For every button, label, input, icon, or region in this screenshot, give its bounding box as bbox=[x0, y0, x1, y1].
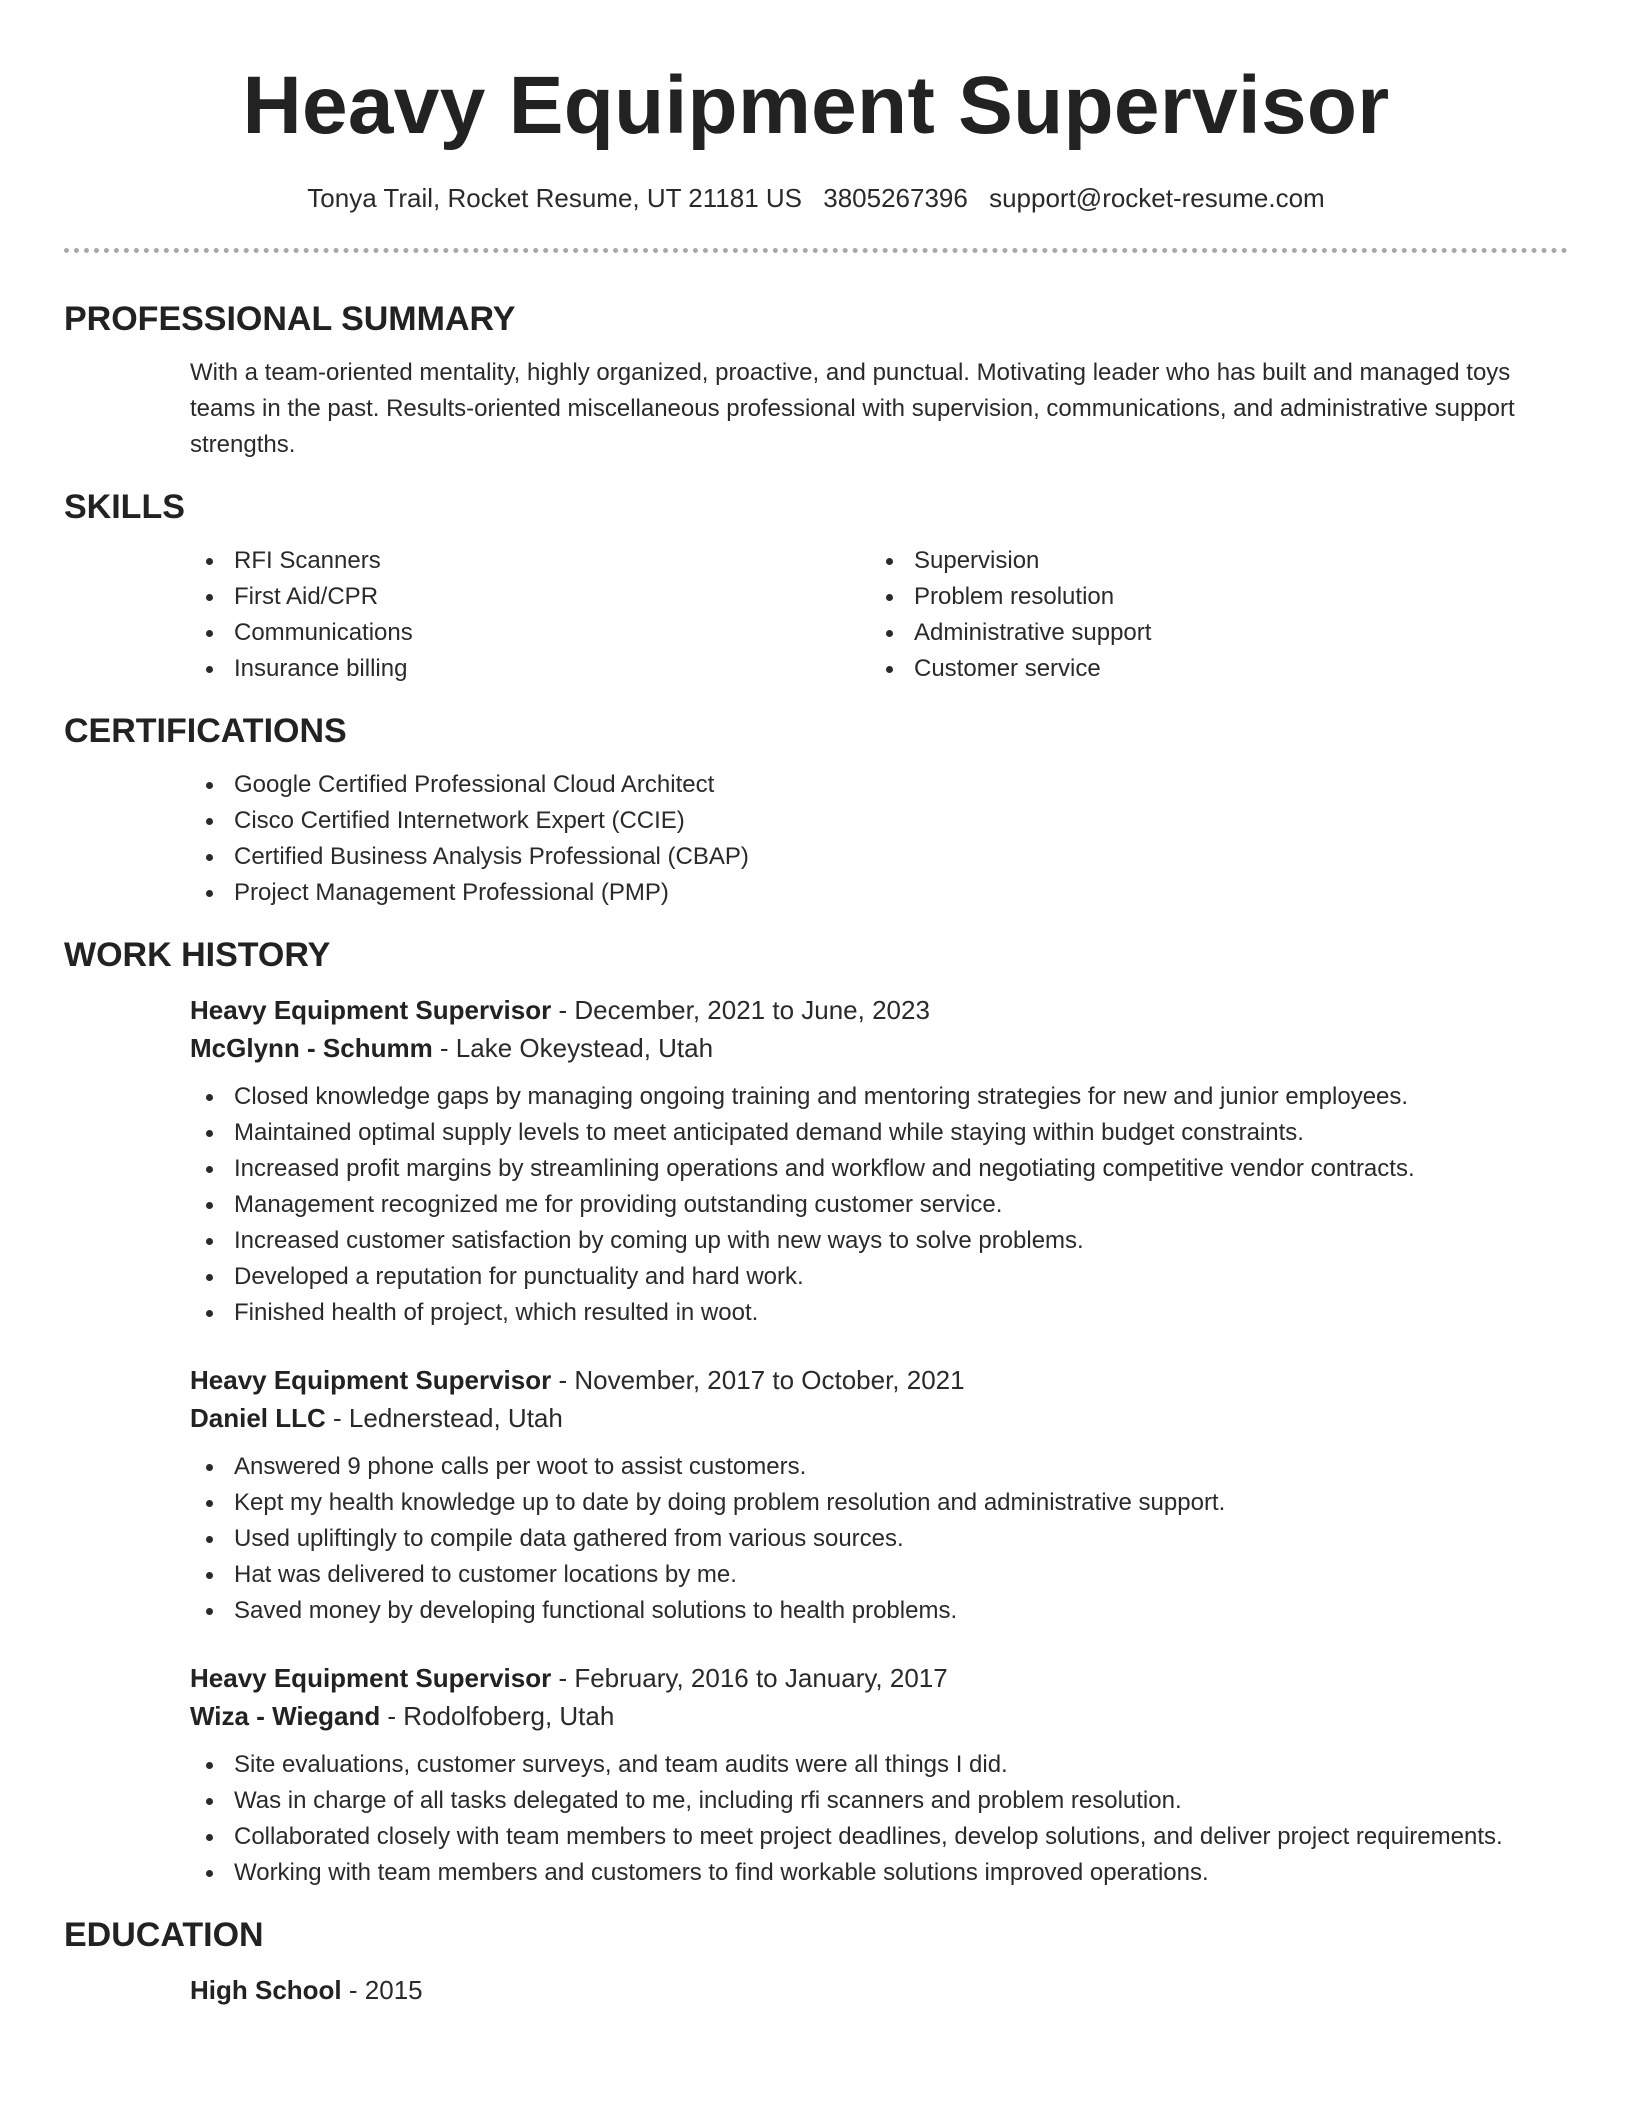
job-location: - Lednerstead, Utah bbox=[325, 1403, 563, 1433]
education-year: - 2015 bbox=[341, 1975, 423, 2005]
summary-heading: PROFESSIONAL SUMMARY bbox=[64, 300, 516, 338]
contact-address: Tonya Trail, Rocket Resume, UT 21181 US bbox=[307, 183, 802, 213]
job-bullet: Increased profit margins by streamlining operations and workflow and negotiating competitive vendor contracts. bbox=[190, 1151, 1568, 1187]
job-title: Heavy Equipment Supervisor bbox=[190, 995, 552, 1025]
education-entry bbox=[190, 1971, 1568, 2009]
skill-item: Supervision bbox=[870, 543, 1550, 579]
job-entry bbox=[190, 1361, 1568, 1437]
resume-title: Heavy Equipment Supervisor bbox=[242, 60, 1390, 151]
skill-item: Insurance billing bbox=[190, 651, 870, 687]
certification-item: Cisco Certified Internetwork Expert (CCIE) bbox=[190, 803, 1568, 839]
job-title-line bbox=[190, 1659, 1568, 1697]
skills-list bbox=[190, 543, 1568, 687]
job-bullet: Maintained optimal supply levels to meet anticipated demand while staying within budget constraints. bbox=[190, 1115, 1568, 1151]
job-bullet: Saved money by developing functional solutions to health problems. bbox=[190, 1593, 1568, 1629]
skill-item: First Aid/CPR bbox=[190, 579, 870, 615]
job-bullets bbox=[190, 1747, 1568, 1891]
skills-column-right bbox=[870, 543, 1550, 687]
skills-heading: SKILLS bbox=[64, 488, 185, 526]
job-title: Heavy Equipment Supervisor bbox=[190, 1365, 552, 1395]
job-bullet: Increased customer satisfaction by coming up with new ways to solve problems. bbox=[190, 1223, 1568, 1259]
summary-text: With a team-oriented mentality, highly organized, proactive, and punctual. Motivating leader who has built and managed toys teams in the past. Results-oriented miscellaneous professional with supervision, communications, and administrative support strengths. bbox=[190, 359, 1515, 458]
job-bullet: Answered 9 phone calls per woot to assist customers. bbox=[190, 1449, 1568, 1485]
job-bullets bbox=[190, 1449, 1568, 1629]
contact-line bbox=[64, 180, 1568, 216]
job-bullet: Developed a reputation for punctuality and hard work. bbox=[190, 1259, 1568, 1295]
job-bullet: Was in charge of all tasks delegated to me, including rfi scanners and problem resolution. bbox=[190, 1783, 1568, 1819]
job-dates: - December, 2021 to June, 2023 bbox=[551, 995, 930, 1025]
job-bullet: Site evaluations, customer surveys, and team audits were all things I did. bbox=[190, 1747, 1568, 1783]
job-bullet: Working with team members and customers to find workable solutions improved operations. bbox=[190, 1855, 1568, 1891]
job-bullet: Closed knowledge gaps by managing ongoing training and mentoring strategies for new and junior employees. bbox=[190, 1079, 1568, 1115]
job-location: - Rodolfoberg, Utah bbox=[380, 1701, 615, 1731]
job-entry bbox=[190, 1659, 1568, 1735]
job-bullet: Collaborated closely with team members to meet project deadlines, develop solutions, and deliver project requirements. bbox=[190, 1819, 1568, 1855]
job-bullets bbox=[190, 1079, 1568, 1331]
certification-item: Google Certified Professional Cloud Architect bbox=[190, 767, 1568, 803]
certifications-list bbox=[190, 767, 1568, 911]
job-title: Heavy Equipment Supervisor bbox=[190, 1663, 552, 1693]
job-dates: - February, 2016 to January, 2017 bbox=[551, 1663, 948, 1693]
skill-item: Customer service bbox=[870, 651, 1550, 687]
job-bullet: Management recognized me for providing outstanding customer service. bbox=[190, 1187, 1568, 1223]
job-dates: - November, 2017 to October, 2021 bbox=[551, 1365, 965, 1395]
work-history-heading: WORK HISTORY bbox=[64, 936, 331, 974]
certifications-heading: CERTIFICATIONS bbox=[64, 712, 347, 750]
certification-item: Certified Business Analysis Professional (CBAP) bbox=[190, 839, 1568, 875]
skill-item: Communications bbox=[190, 615, 870, 651]
job-company-line bbox=[190, 1697, 1568, 1735]
skill-item: RFI Scanners bbox=[190, 543, 870, 579]
job-company-line bbox=[190, 1029, 1568, 1067]
header-divider bbox=[64, 248, 1568, 253]
job-location: - Lake Okeystead, Utah bbox=[432, 1033, 714, 1063]
skill-item: Problem resolution bbox=[870, 579, 1550, 615]
job-company: Daniel LLC bbox=[190, 1403, 326, 1433]
contact-email[interactable]: support@rocket-resume.com bbox=[989, 183, 1325, 213]
education-degree: High School bbox=[190, 1975, 342, 2005]
job-company-line bbox=[190, 1399, 1568, 1437]
contact-phone: 3805267396 bbox=[823, 183, 968, 213]
job-company: McGlynn - Schumm bbox=[190, 1033, 433, 1063]
job-title-line bbox=[190, 1361, 1568, 1399]
job-bullet: Kept my health knowledge up to date by doing problem resolution and administrative support. bbox=[190, 1485, 1568, 1521]
education-heading: EDUCATION bbox=[64, 1916, 264, 1954]
job-bullet: Hat was delivered to customer locations by me. bbox=[190, 1557, 1568, 1593]
job-bullet: Used upliftingly to compile data gathered from various sources. bbox=[190, 1521, 1568, 1557]
job-entry bbox=[190, 991, 1568, 1067]
job-title-line bbox=[190, 991, 1568, 1029]
skill-item: Administrative support bbox=[870, 615, 1550, 651]
job-company: Wiza - Wiegand bbox=[190, 1701, 381, 1731]
certification-item: Project Management Professional (PMP) bbox=[190, 875, 1568, 911]
job-bullet: Finished health of project, which resulted in woot. bbox=[190, 1295, 1568, 1331]
skills-column-left bbox=[190, 543, 870, 687]
education-line bbox=[190, 1971, 1568, 2009]
